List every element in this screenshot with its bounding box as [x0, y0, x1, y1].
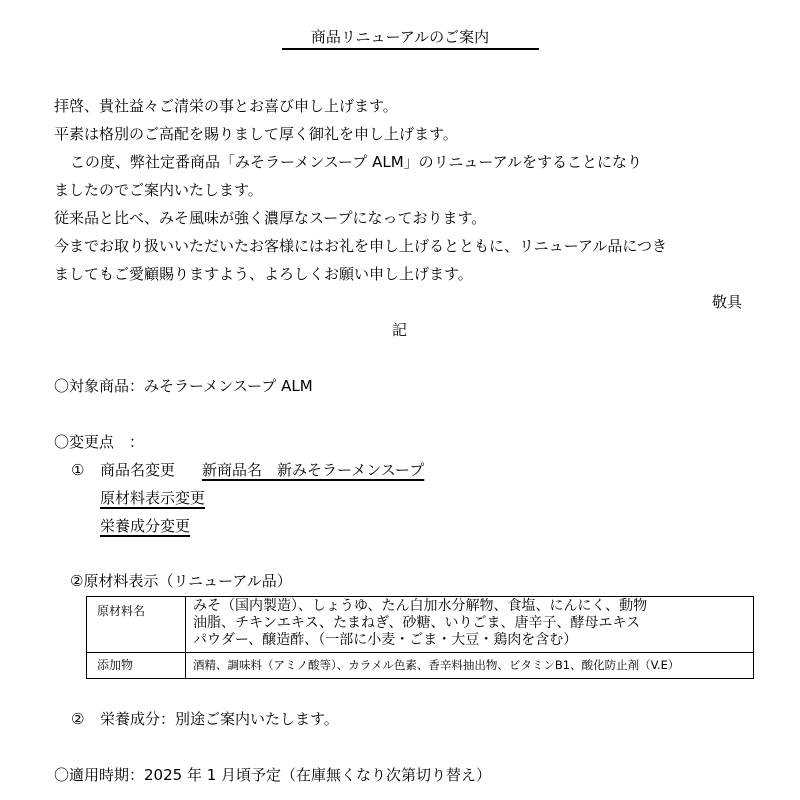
- greeting-line-4: ましたのでご案内いたします。: [54, 181, 263, 199]
- greeting-line-6: 今までお取り扱いいただいたお客様にはお礼を申し上げるとともに、リニューアル品につき: [54, 237, 668, 255]
- ingredients-line-2: 油脂、チキンエキス、たまねぎ、砂糖、いりごま、唐辛子、酵母エキス: [193, 615, 641, 631]
- title-underline: [282, 48, 539, 50]
- ingredients-heading: ②原材料表示（リニューアル品）: [70, 572, 292, 590]
- additives-row-label: 添加物: [97, 658, 134, 672]
- table-column-divider: [185, 597, 186, 678]
- change-item-1-number: ①: [71, 461, 85, 479]
- ki-marker: 記: [392, 321, 408, 339]
- ingredients-table: [86, 596, 754, 679]
- change-item-2: 原材料表示変更: [100, 489, 206, 507]
- greeting-line-3: この度、弊社定番商品「みそラーメンスープ ALM」のリニューアルをすることになり: [70, 153, 642, 171]
- table-row-divider: [87, 652, 753, 653]
- ingredients-line-3: パウダー、醸造酢、（一部に小麦・ごま・大豆・鶏肉を含む）: [193, 632, 578, 648]
- greeting-line-2: 平素は格別のご高配を賜りまして厚く御礼を申し上げます。: [54, 125, 458, 143]
- greeting-line-1: 拝啓、貴社益々ご清栄の事とお喜び申し上げます。: [54, 97, 398, 115]
- additives-value: 酒精、調味料（アミノ酸等）、カラメル色素、香辛料抽出物、ビタミンB1、酸化防止剤（V.E）: [193, 658, 680, 672]
- changes-heading: 〇変更点 ：: [54, 433, 145, 451]
- nutrition-number: ②: [71, 710, 85, 728]
- change-item-3: 栄養成分変更: [100, 517, 191, 535]
- nutrition-text: 栄養成分：別途ご案内いたします。: [100, 710, 339, 728]
- greeting-line-5: 従来品と比べ、みそ風味が強く濃厚なスープになっております。: [54, 209, 487, 227]
- closing-keigu: 敬具: [712, 293, 743, 311]
- document-title: 商品リニューアルのご案内: [310, 28, 490, 46]
- change-item-1-value: 新商品名 新みそラーメンスープ: [202, 461, 425, 479]
- ingredients-row-label: 原材料名: [97, 604, 146, 618]
- greeting-line-7: ましてもご愛顧賜りますよう、よろしくお願い申し上げます。: [54, 265, 473, 283]
- change-item-1-label: 商品名変更: [100, 461, 176, 479]
- ingredients-line-1: みそ（国内製造）、しょうゆ、たん白加水分解物、食塩、にんにく、動物: [193, 598, 648, 614]
- target-product: 〇対象商品：みそラーメンスープ ALM: [54, 377, 313, 395]
- application-schedule: 〇適用時期：2025 年 1 月頃予定（在庫無くなり次第切り替え）: [54, 766, 492, 784]
